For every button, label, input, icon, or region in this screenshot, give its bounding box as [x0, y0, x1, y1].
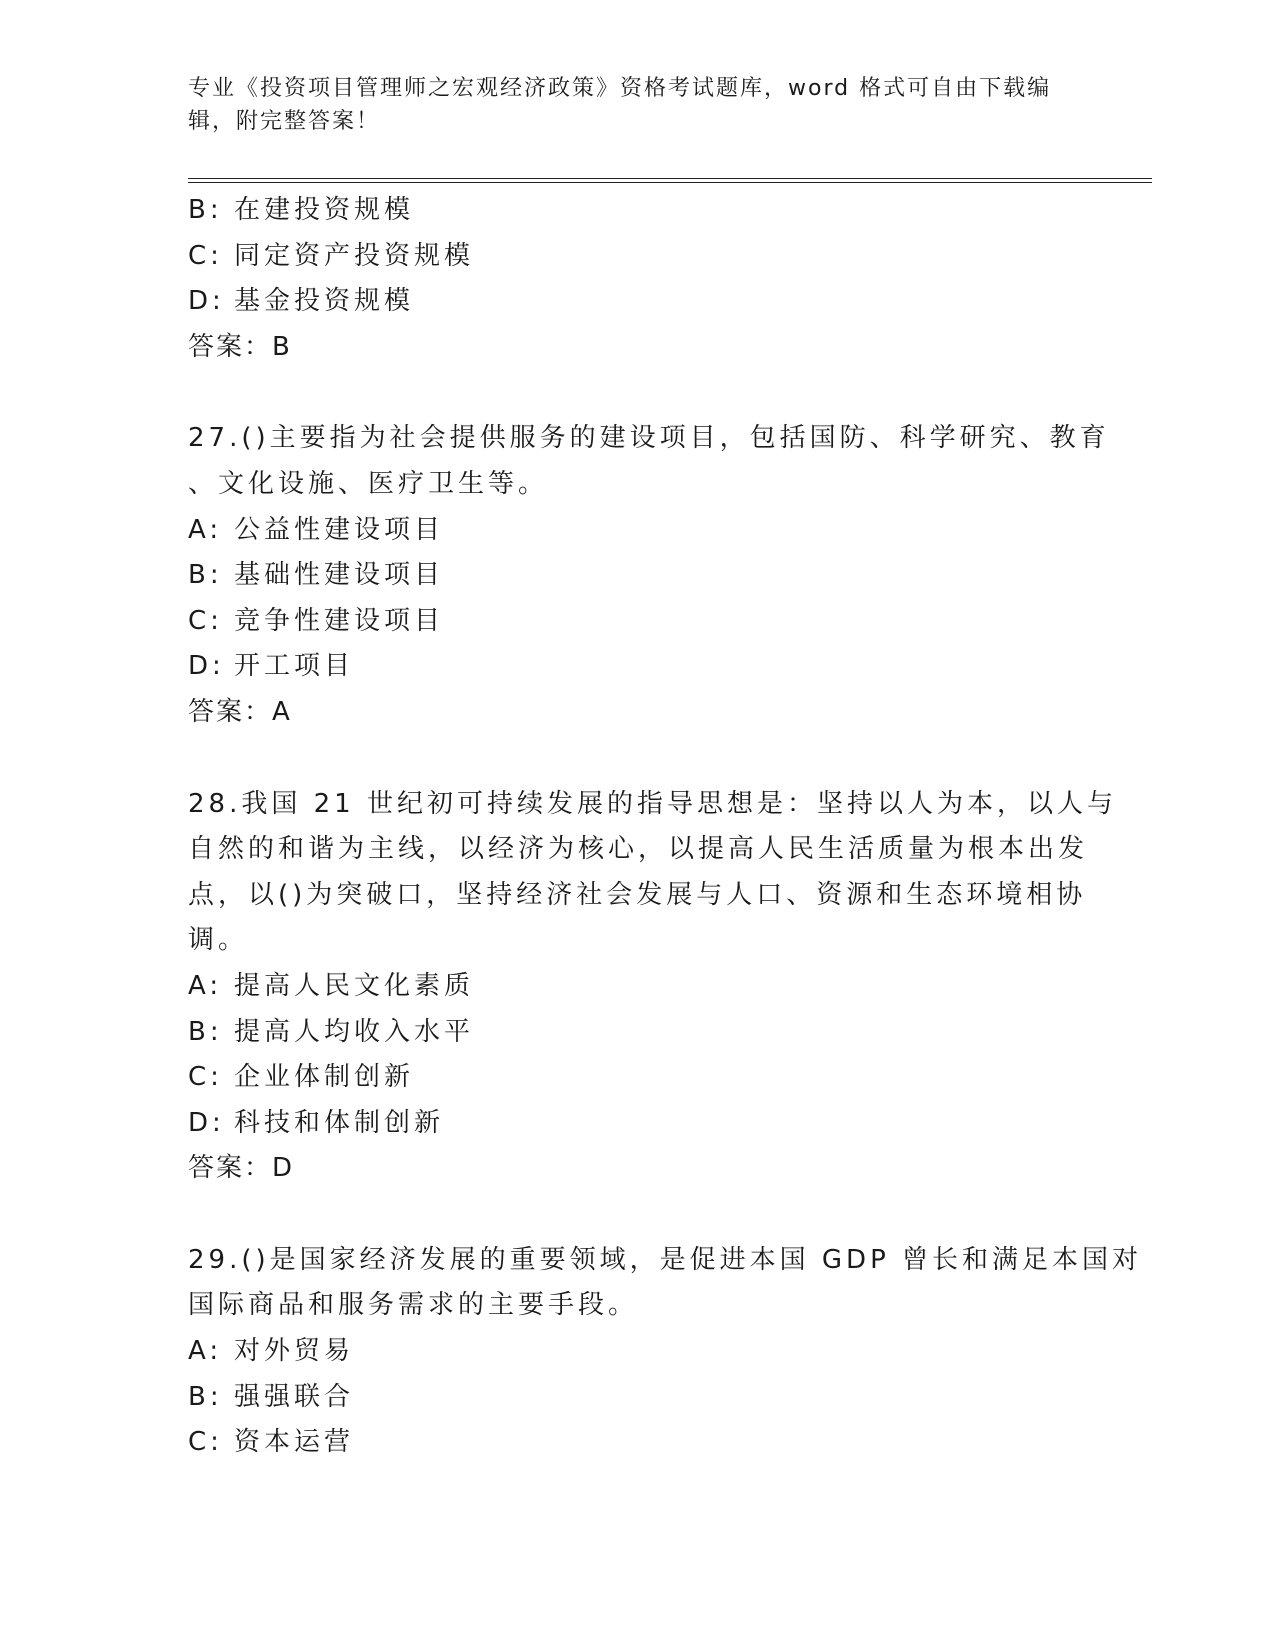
header-divider — [188, 178, 1152, 183]
option-b: B: 在建投资规模 — [188, 195, 415, 225]
question-stem-line: 调。 — [188, 925, 249, 956]
option-d: D: 基金投资规模 — [188, 286, 415, 317]
question-26 — [188, 188, 1088, 370]
option-a: A: 公益性建设项目 — [188, 514, 445, 545]
question-stem-line: 自然的和谐为主线，以经济为核心，以提高人民生活质量为根本出发 — [188, 834, 1089, 865]
option-d: D: 开工项目 — [188, 651, 355, 682]
option-b: B: 提高人均收入水平 — [188, 1016, 475, 1047]
question-stem-line: 28.我国 21 世纪初可持续发展的指导思想是：坚持以人为本，以人与 — [188, 788, 1117, 819]
question-stem-line: 、文化设施、医疗卫生等。 — [188, 468, 549, 499]
option-b: B: 强强联合 — [188, 1381, 355, 1412]
option-c: C: 竞争性建设项目 — [188, 605, 445, 636]
question-list — [188, 188, 1143, 1466]
option-b: B: 基础性建设项目 — [188, 560, 445, 591]
option-a: A: 对外贸易 — [188, 1336, 355, 1367]
question-stem-line: 27.()主要指为社会提供服务的建设项目，包括国防、科学研究、教育 — [188, 423, 1110, 454]
question-stem-line: 29.()是国家经济发展的重要领域，是促进本国 GDP 曾长和满足本国对 — [188, 1244, 1143, 1275]
document-header — [188, 72, 1068, 138]
answer-line: 答案：B — [188, 331, 292, 362]
question-stem-line: 国际商品和服务需求的主要手段。 — [188, 1290, 639, 1321]
option-a: A: 提高人民文化素质 — [188, 970, 475, 1001]
header-line-2: 辑，附完整答案！ — [188, 109, 381, 134]
question-29 — [188, 1238, 1143, 1466]
header-line-1: 专业《投资项目管理师之宏观经济政策》资格考试题库，word 格式可自由下载编 — [188, 76, 1052, 101]
question-stem-line: 点，以()为突破口，坚持经济社会发展与人口、资源和生态环境相协 — [188, 879, 1087, 910]
option-c: C: 企业体制创新 — [188, 1062, 415, 1093]
question-28 — [188, 782, 1117, 1192]
option-c: C: 同定资产投资规模 — [188, 240, 475, 271]
question-27 — [188, 416, 1110, 735]
answer-line: 答案：D — [188, 1153, 295, 1184]
option-c: C: 资本运营 — [188, 1427, 355, 1458]
option-d: D: 科技和体制创新 — [188, 1107, 445, 1138]
answer-line: 答案：A — [188, 696, 292, 727]
